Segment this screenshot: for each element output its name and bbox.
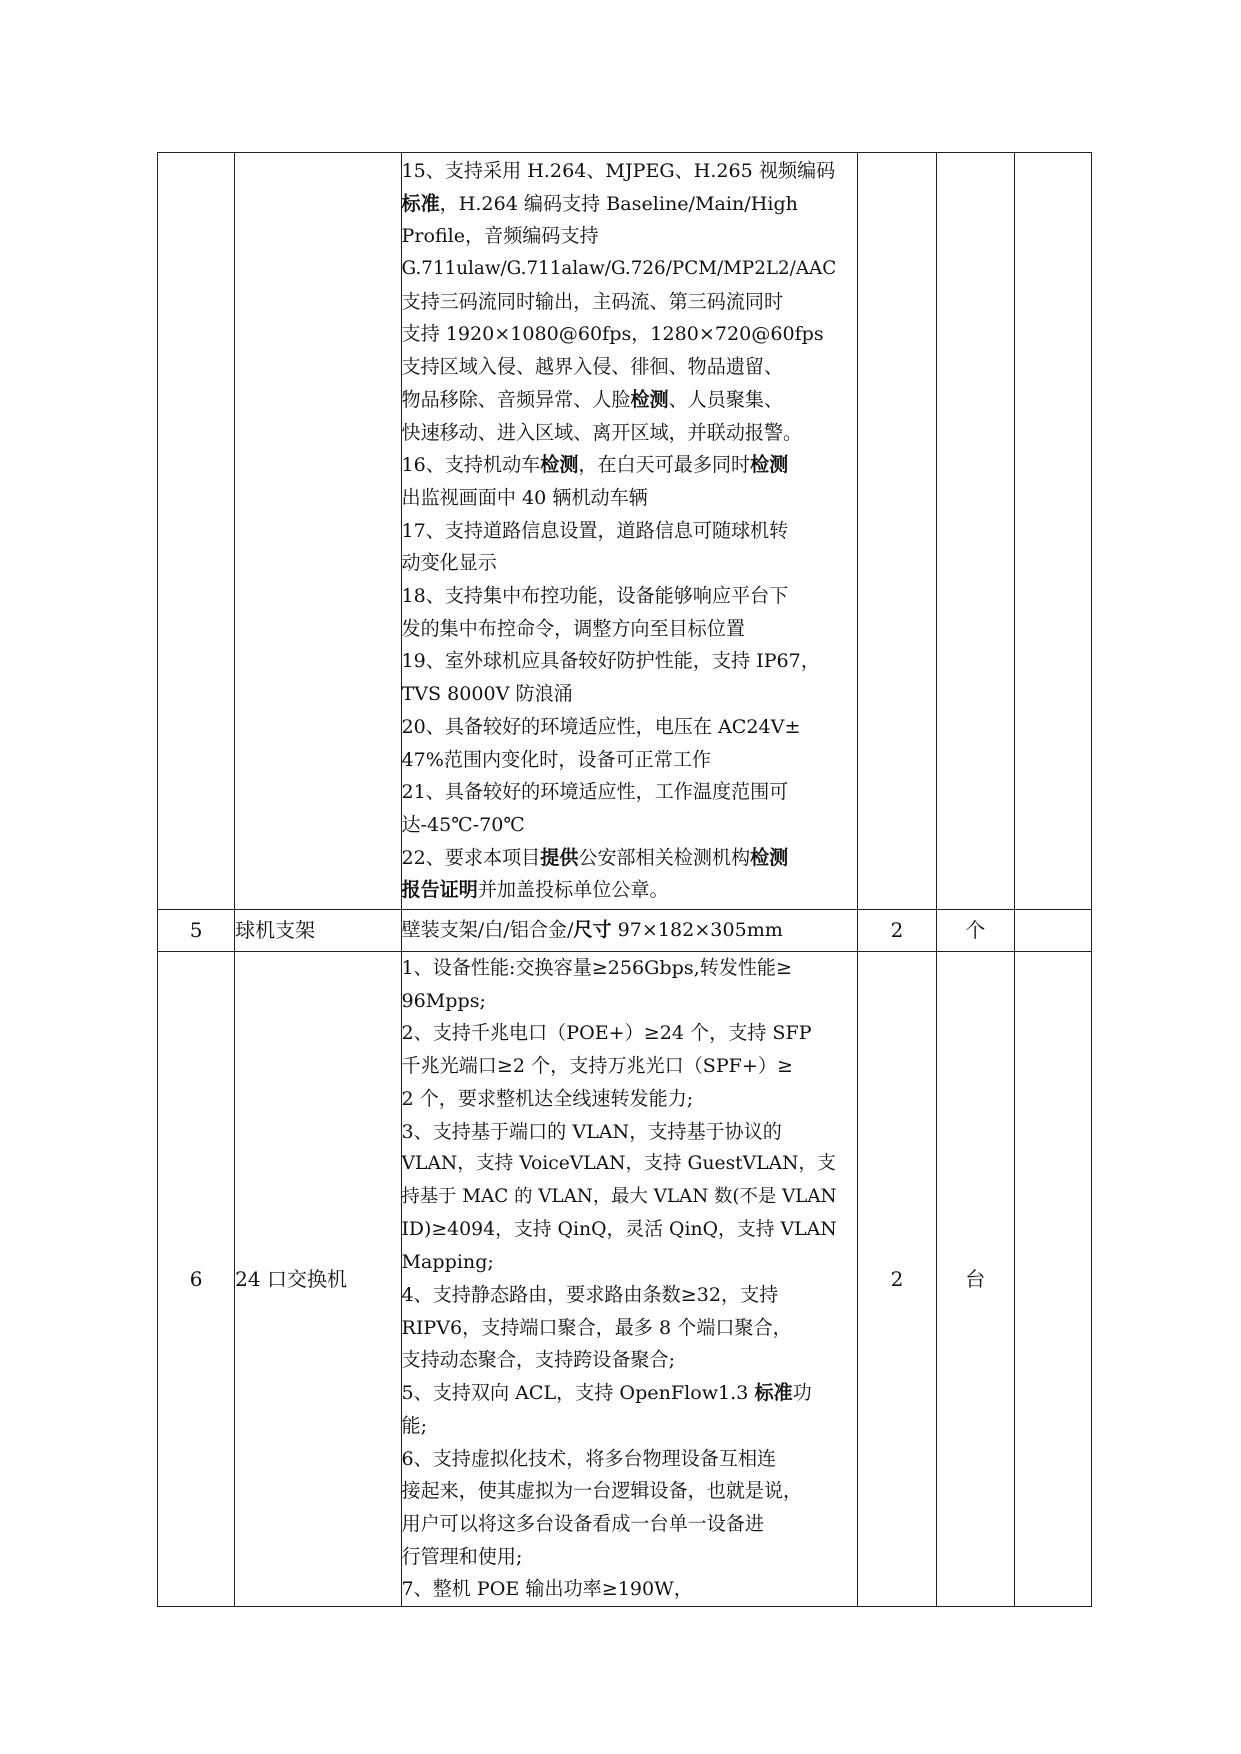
spec-line	[402, 515, 858, 548]
spec-line	[402, 1181, 858, 1214]
spec-text: 1、设备性能:交换容量≥256Gbps,转发性能≥	[401, 957, 792, 979]
spec-line	[402, 1017, 858, 1050]
spec-text-bold: 检测	[540, 454, 579, 477]
spec-text: TVS 8000V 防浪涌	[401, 683, 573, 706]
spec-line	[402, 253, 858, 286]
spec-text: 物品移除、音频异常、人脸	[401, 388, 631, 411]
item-remark	[1014, 153, 1091, 910]
spec-text: 、人员聚集、	[668, 388, 784, 411]
spec-line	[402, 1443, 858, 1476]
spec-line	[402, 1116, 858, 1149]
spec-line	[402, 188, 858, 221]
spec-text: ID)≥4094，支持 QinQ，灵活 QinQ，支持 VLAN	[401, 1218, 837, 1240]
spec-line	[402, 842, 858, 875]
spec-line	[402, 547, 858, 580]
spec-line	[402, 417, 858, 450]
spec-text: 达-45℃-70℃	[401, 813, 525, 836]
item-unit: 台	[936, 952, 1014, 1607]
spec-line	[402, 1573, 858, 1606]
spec-text: 19、室外球机应具备较好防护性能，支持 IP67，	[401, 650, 820, 673]
table-row	[158, 910, 1092, 952]
spec-line	[402, 580, 858, 613]
spec-line	[402, 1246, 858, 1279]
spec-line	[402, 1083, 858, 1116]
row-number: 5	[158, 910, 235, 952]
spec-line	[402, 711, 858, 744]
spec-text: 7、整机 POE 输出功率≥190W，	[401, 1578, 693, 1601]
spec-line	[402, 1312, 858, 1345]
item-name: 球机支架	[235, 910, 401, 952]
spec-text: 2 个，要求整机达全线速转发能力;	[401, 1087, 694, 1110]
spec-line	[402, 613, 858, 646]
spec-text: 动变化显示	[401, 552, 497, 575]
spec-text: 快速移动、进入区域、离开区域，并联动报警。	[401, 421, 803, 444]
spec-text: 并加盖投标单位公章。	[477, 879, 669, 902]
spec-text: 能;	[401, 1414, 428, 1437]
item-name	[235, 153, 401, 910]
spec-text: 支持 1920×1080@60fps，1280×720@60fps	[401, 323, 824, 346]
spec-line	[402, 1344, 858, 1377]
spec-text: 壁装支架/白/铝合金/	[401, 919, 574, 942]
spec-text: 20、具备较好的环境适应性，电压在 AC24V±	[401, 715, 801, 738]
spec-line	[402, 155, 858, 188]
spec-line	[402, 645, 858, 678]
spec-text-bold: 检测	[750, 454, 789, 477]
spec-text: 接起来，使其虚拟为一台逻辑设备，也就是说，	[401, 1480, 803, 1503]
spec-text-bold: 检测	[750, 846, 789, 869]
spec-line	[402, 1410, 858, 1443]
spec-text-bold: 报告证明	[401, 879, 478, 902]
spec-text: ，H.264 编码支持 Baseline/Main/High	[439, 192, 798, 215]
spec-line	[402, 1475, 858, 1508]
spec-text: 97×182×305mm	[611, 919, 783, 942]
spec-line	[402, 952, 858, 985]
spec-line	[402, 809, 858, 842]
spec-text: Profile，音频编码支持	[401, 225, 599, 248]
spec-text: 21、具备较好的环境适应性，工作温度范围可	[401, 781, 789, 804]
item-quantity: 2	[858, 952, 936, 1607]
item-remark	[1014, 952, 1091, 1607]
spec-text: 17、支持道路信息设置，道路信息可随球机转	[401, 519, 789, 542]
spec-text: G.711ulaw/G.711alaw/G.726/PCM/MP2L2/AAC	[401, 258, 837, 280]
spec-text: 发的集中布控命令，调整方向至目标位置	[401, 617, 745, 640]
spec-line	[402, 482, 858, 515]
spec-line	[402, 678, 858, 711]
spec-line	[402, 744, 858, 777]
spec-text: 47%范围内变化时，设备可正常工作	[401, 748, 711, 771]
spec-line	[402, 351, 858, 384]
spec-line	[402, 776, 858, 809]
spec-text: 支持三码流同时输出，主码流、第三码流同时	[401, 290, 784, 313]
item-spec	[401, 153, 858, 910]
spec-text: 支持区域入侵、越界入侵、徘徊、物品遗留、	[401, 356, 784, 379]
spec-line	[402, 286, 858, 319]
spec-line	[402, 1508, 858, 1541]
spec-text: 支持动态聚合，支持跨设备聚合;	[401, 1349, 676, 1372]
spec-text: 千兆光端口≥2 个，支持万兆光口（SPF+）≥	[401, 1055, 793, 1078]
item-quantity	[858, 153, 936, 910]
spec-table	[157, 152, 1092, 1607]
spec-line	[402, 1214, 858, 1247]
spec-text-bold: 标准	[401, 192, 440, 215]
item-remark	[1014, 910, 1091, 952]
spec-text: VLAN，支持 VoiceVLAN，支持 GuestVLAN，支	[401, 1153, 836, 1175]
spec-text: 18、支持集中布控功能，设备能够响应平台下	[401, 585, 789, 608]
spec-text-bold: 标准	[754, 1382, 793, 1405]
spec-text-bold: 尺寸	[573, 919, 612, 942]
spec-text: 功	[792, 1382, 812, 1405]
row-number: 6	[158, 952, 235, 1607]
spec-text: 持基于 MAC 的 VLAN，最大 VLAN 数(不是 VLAN	[401, 1185, 837, 1207]
spec-text: 96Mpps;	[401, 989, 486, 1012]
spec-text: RIPV6，支持端口聚合，最多 8 个端口聚合，	[401, 1316, 792, 1339]
spec-line	[402, 1377, 858, 1410]
item-unit	[936, 153, 1014, 910]
spec-line	[402, 1279, 858, 1312]
table-row	[158, 153, 1092, 910]
spec-text: 3、支持基于端口的 VLAN，支持基于协议的	[401, 1120, 782, 1143]
item-unit: 个	[936, 910, 1014, 952]
spec-text: 4、支持静态路由，要求路由条数≥32，支持	[401, 1284, 779, 1307]
table-row	[158, 952, 1092, 1607]
row-number	[158, 153, 235, 910]
spec-text: 行管理和使用;	[401, 1545, 523, 1568]
item-spec	[401, 910, 858, 952]
spec-text: 15、支持采用 H.264、MJPEG、H.265 视频编码	[401, 159, 836, 182]
spec-text: 22、要求本项目	[401, 846, 541, 869]
spec-line	[402, 220, 858, 253]
spec-text: 16、支持机动车	[401, 454, 541, 477]
spec-text: 用户可以将这多台设备看成一台单一设备进	[401, 1512, 764, 1535]
spec-text: Mapping;	[401, 1251, 494, 1274]
spec-text: 出监视画面中 40 辆机动车辆	[401, 486, 648, 509]
spec-text: 公安部相关检测机构	[578, 846, 751, 869]
spec-text-bold: 提供	[540, 846, 579, 869]
spec-line	[402, 1148, 858, 1181]
spec-text: 2、支持千兆电口（POE+）≥24 个，支持 SFP	[401, 1022, 812, 1045]
item-quantity: 2	[858, 910, 936, 952]
spec-line	[402, 874, 858, 907]
spec-text: 6、支持虚拟化技术，将多台物理设备互相连	[401, 1447, 777, 1470]
item-spec	[401, 952, 858, 1607]
spec-line	[402, 914, 858, 947]
spec-line	[402, 384, 858, 417]
spec-text-bold: 检测	[630, 388, 669, 411]
spec-line	[402, 1541, 858, 1574]
spec-line	[402, 318, 858, 351]
item-name: 24 口交换机	[235, 952, 401, 1607]
spec-line	[402, 449, 858, 482]
spec-text: ，在白天可最多同时	[578, 454, 751, 477]
spec-line	[402, 1050, 858, 1083]
spec-line	[402, 985, 858, 1018]
spec-text: 5、支持双向 ACL，支持 OpenFlow1.3	[401, 1382, 755, 1405]
